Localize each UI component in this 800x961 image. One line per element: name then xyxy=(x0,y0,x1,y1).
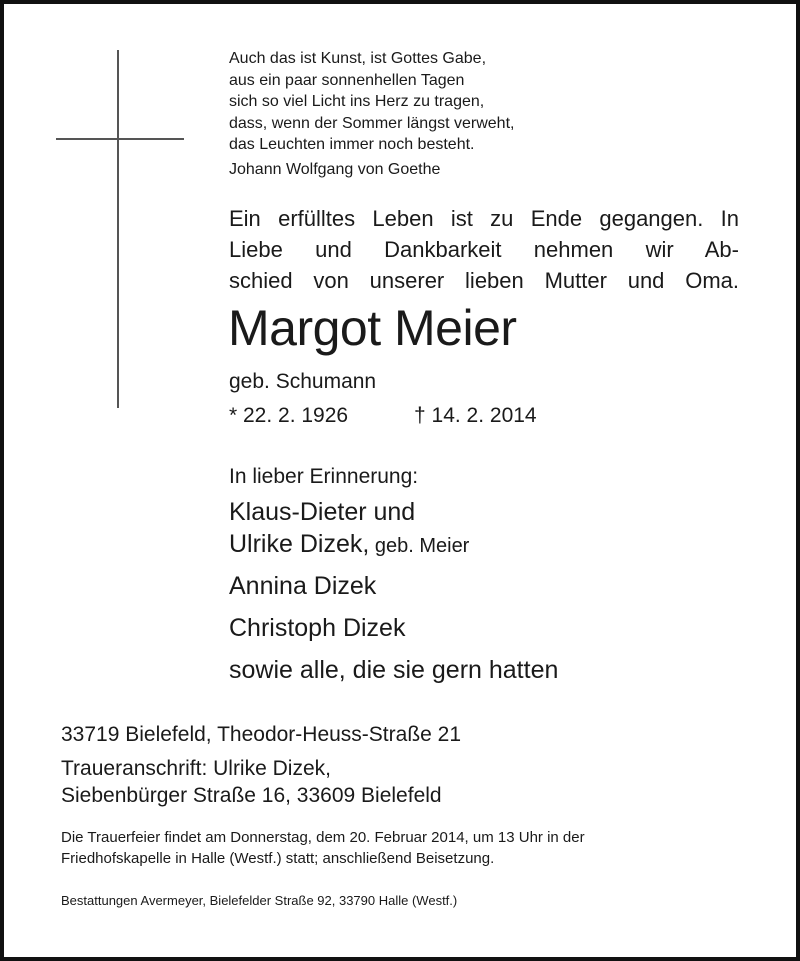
mourner-line xyxy=(229,530,469,559)
memory-heading: In lieber Erinnerung: xyxy=(229,465,419,488)
birth-date: * 22. 2. 1926 xyxy=(229,404,349,427)
home-address: 33719 Bielefeld, Theodor-Heuss-Straße 21 xyxy=(61,723,462,746)
mourning-address-street: Siebenbürger Straße 16, 33609 Bielefeld xyxy=(61,784,442,807)
poem-line: sich so viel Licht ins Herz zu tragen, xyxy=(229,93,485,111)
poem-line: das Leuchten immer noch besteht. xyxy=(229,136,475,154)
poem-line: aus ein paar sonnenhellen Tagen xyxy=(229,71,465,89)
mourner-birth-name: geb. Meier xyxy=(369,535,470,557)
birth-name: geb. Schumann xyxy=(229,370,377,393)
life-dates xyxy=(229,404,537,428)
deceased-name: Margot Meier xyxy=(228,300,517,356)
poem-line: dass, wenn der Sommer längst verweht, xyxy=(229,114,515,132)
poem-author: Johann Wolfgang von Goethe xyxy=(229,161,441,178)
mourner-line: sowie alle, die sie gern hatten xyxy=(229,656,559,684)
intro-text xyxy=(229,203,739,296)
mourner-name: Ulrike Dizek, xyxy=(229,530,370,558)
ceremony-line: Die Trauerfeier findet am Donnerstag, dem 20. Februar 2014, um 13 Uhr in der xyxy=(61,829,585,846)
poem-line: Auch das ist Kunst, ist Gottes Gabe, xyxy=(229,50,487,67)
intro-line: Ein erfülltes Leben ist zu Ende gegangen. In xyxy=(229,206,739,231)
mourning-address-label: Traueranschrift: Ulrike Dizek, xyxy=(61,757,331,780)
intro-line: Liebe und Dankbarkeit nehmen wir Ab- xyxy=(229,237,739,262)
mourner-line: Klaus-Dieter und xyxy=(229,498,416,526)
ceremony-notice xyxy=(61,827,585,869)
cross-horizontal-bar xyxy=(56,138,184,140)
ceremony-line: Friedhofskapelle in Halle (Westf.) statt; anschließend Beisetzung. xyxy=(61,850,495,867)
intro-line: schied von unserer lieben Mutter und Oma. xyxy=(229,268,739,293)
funeral-home: Bestattungen Avermeyer, Bielefelder Straße 92, 33790 Halle (Westf.) xyxy=(61,893,458,908)
death-date: † 14. 2. 2014 xyxy=(414,404,537,427)
cross-vertical-bar xyxy=(117,50,119,408)
mourner-line: Annina Dizek xyxy=(229,572,377,600)
poem xyxy=(229,48,514,156)
mourner-line: Christoph Dizek xyxy=(229,614,406,642)
